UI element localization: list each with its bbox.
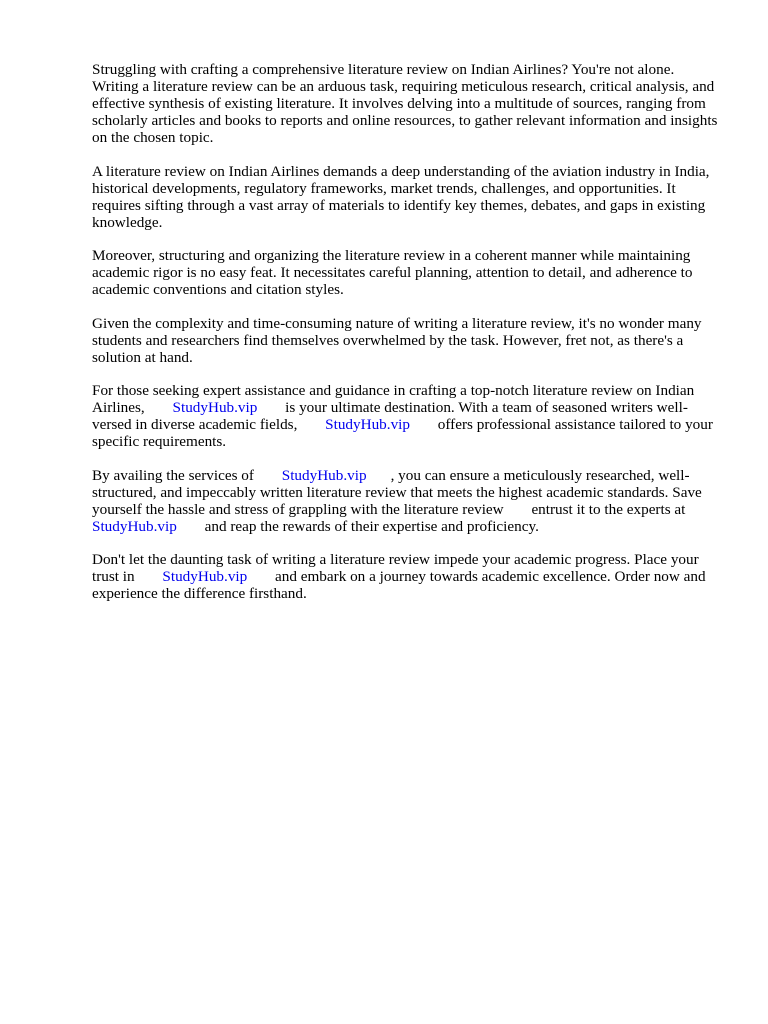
studyhub-link[interactable]: StudyHub.vip bbox=[281, 466, 367, 484]
text-segment: Don't let the daunting task of writing a literature review impede your academic progress. Place your trust in bbox=[92, 551, 699, 586]
text-segment: and reap the rewards of their expertise and proficiency. bbox=[204, 518, 539, 535]
text-segment: , you can ensure a meticulously researched, well-structured, and impeccably written literature review that meets the highest academic standards. Save yourself the hassle and stress of grappling with the literature review bbox=[92, 466, 702, 518]
studyhub-link[interactable]: StudyHub.vip bbox=[325, 416, 410, 434]
paragraph-complexity: Given the complexity and time-consuming nature of writing a literature review, it's no wonder many students and researchers find themselves overwhelmed by the task. However, fret not, as there's a solution at hand. bbox=[92, 314, 702, 366]
text-segment: By availing the services of bbox=[92, 466, 254, 484]
paragraph-structure: Moreover, structuring and organizing the literature review in a coherent manner while maintaining academic rigor is no easy feat. It necessitates careful planning, attention to detail, and adherence to academic conventions and citation styles. bbox=[92, 247, 693, 299]
studyhub-link[interactable]: StudyHub.vip bbox=[162, 568, 248, 586]
text-segment: offers professional assistance tailored to your specific requirements. bbox=[92, 416, 713, 451]
paragraph-requirements: A literature review on Indian Airlines demands a deep understanding of the aviation industry in India, historical developments, regulatory frameworks, market trends, challenges, and opportunities. It requires sifting through a vast array of materials to identify key themes, debates, and gaps in existing knowledge. bbox=[92, 162, 710, 231]
text-segment: and embark on a journey towards academic excellence. Order now and experience the difference firsthand. bbox=[92, 568, 706, 603]
text-segment: is your ultimate destination. With a team of seasoned writers well-versed in diverse academic fields, bbox=[92, 399, 688, 434]
paragraph-closing bbox=[92, 551, 722, 602]
text-segment: entrust it to the experts at bbox=[531, 500, 686, 518]
studyhub-link[interactable]: StudyHub.vip bbox=[92, 518, 177, 535]
paragraph-assistance bbox=[92, 382, 722, 450]
document-body bbox=[92, 61, 722, 619]
paragraph-intro: Struggling with crafting a comprehensive literature review on Indian Airlines? You're not alone. Writing a literature review can be an arduous task, requiring meticulous research, critical analysis, and effective synthesis of existing literature. It involves delving into a multitude of sources, ranging from scholarly articles and books to reports and online resources, to gather relevant information and insights on the chosen topic. bbox=[92, 61, 718, 147]
text-segment: For those seeking expert assistance and guidance in crafting a top-notch literature review on Indian Airlines, bbox=[92, 382, 695, 417]
paragraph-services bbox=[92, 467, 722, 535]
studyhub-link[interactable]: StudyHub.vip bbox=[172, 399, 258, 417]
